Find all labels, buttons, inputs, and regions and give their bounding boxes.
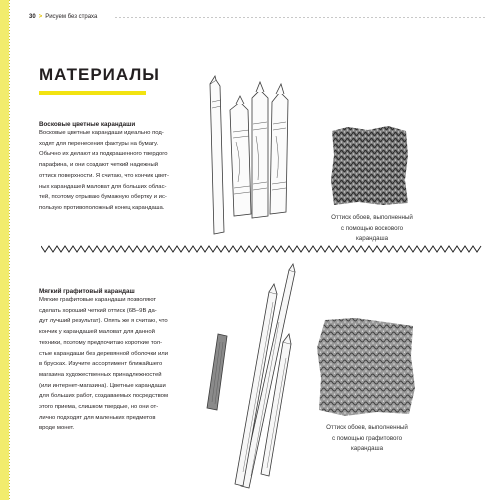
wax-text-line: тей, поэтому отрываю бумажную обертку и ис- [39, 194, 167, 201]
graphite-caption: Оттиск обоев, выполненный с помощью графитового карандаша [326, 424, 408, 453]
wax-crayons-illustration [196, 72, 304, 240]
graphite-pencils-illustration [203, 262, 303, 492]
wax-text-line: Обычно их делают из подкрашенного твердого [39, 151, 168, 158]
graphite-text-line: (или интернет-магазина). Цветные карандаши [39, 382, 166, 389]
page-number: 30 [29, 14, 36, 20]
graphite-text-line: для больших работ, создаваемых посредством [39, 393, 169, 400]
graphite-heading: Мягкий графитовый карандаш [39, 288, 135, 295]
wax-rubbing-swatch [328, 125, 410, 207]
header-separator: > [38, 14, 43, 20]
page-title: МАТЕРИАЛЫ [39, 65, 160, 84]
graphite-rubbing-swatch [315, 316, 417, 418]
graphite-text-line: сделать хороший четкий оттиск (6B–9B да- [39, 307, 157, 314]
header-dotted-rule [115, 17, 486, 18]
graphite-text-line: магазина художественных принадлежностей [39, 371, 162, 378]
graphite-text-line: вроде монет. [39, 425, 75, 432]
graphite-paragraph [39, 295, 209, 434]
graphite-text-line: этого приема, слишком твердые, но они от- [39, 404, 159, 411]
wax-heading: Восковые цветные карандаши [39, 121, 136, 128]
title-underline [39, 91, 146, 95]
wax-text-line: ных карандашей маловат для больших облас- [39, 183, 167, 190]
zigzag-divider [41, 245, 483, 253]
wax-text-line: оттиск поверхности. Я считаю, что кончик цвет- [39, 172, 169, 179]
running-section-title: Рисуем без страха [45, 14, 98, 20]
graphite-text-line: в брусках. Изучите ассортимент ближайшего [39, 361, 163, 368]
graphite-text-line: дут лучший результат). Опять же я считаю, что [39, 318, 168, 325]
running-header [29, 14, 97, 20]
wax-text-line: пользую противоположный конец карандаша. [39, 204, 165, 211]
wax-paragraph [39, 128, 209, 214]
wax-caption: Оттиск обоев, выполненный с помощью воскового карандаша [331, 214, 413, 243]
wax-text-line: парафина, и они создают четкий надежный [39, 162, 159, 169]
graphite-text-line: Мягкие графитовые карандаши позволяют [39, 297, 157, 303]
page-edge-strip [0, 0, 9, 500]
wax-text-line: Восковые цветные карандаши идеально под- [39, 130, 164, 136]
wax-text-line: ходят для перенесения фактуры на бумагу. [39, 140, 159, 147]
graphite-text-line: стые карандаши без деревянной оболочки или [39, 350, 169, 357]
graphite-text-line: кончик у карандашей маловат для данной [39, 329, 155, 336]
graphite-text-line: техники, поэтому предпочитаю короткие тол- [39, 339, 163, 346]
graphite-text-line: лично подходят для маленьких предметов [39, 414, 156, 421]
